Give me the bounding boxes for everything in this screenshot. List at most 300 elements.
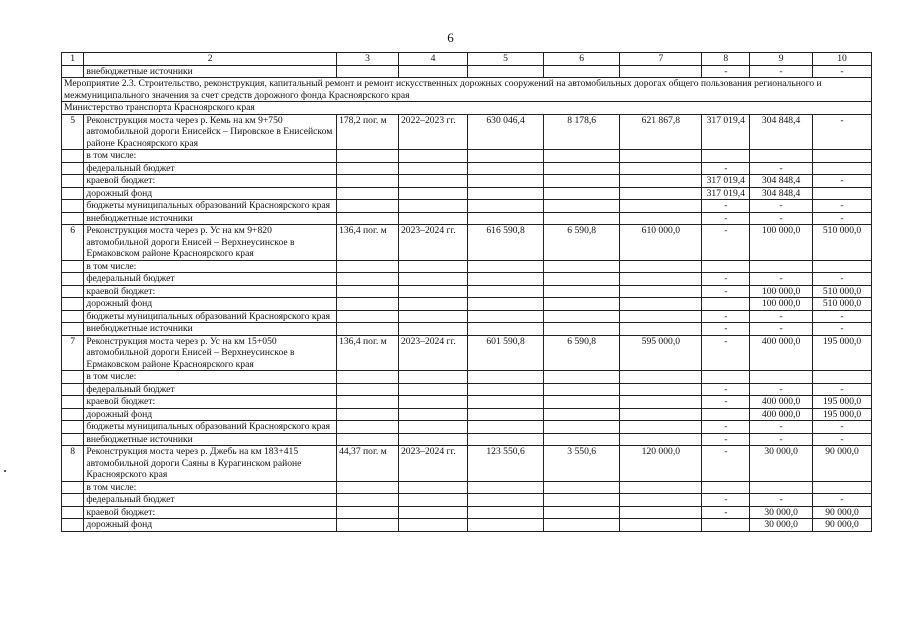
- header-cell: 5: [467, 53, 543, 66]
- cell: [544, 433, 620, 446]
- cell: [620, 519, 702, 532]
- project-period: 2022–2023 гг.: [398, 114, 467, 150]
- cell: [398, 371, 467, 384]
- cell-value: -: [750, 494, 813, 507]
- header-cell: 9: [750, 53, 813, 66]
- cell: [620, 494, 702, 507]
- row-label: внебюджетные источники: [84, 65, 337, 78]
- cell-value: 317 019,4: [702, 114, 750, 150]
- cell-value: [813, 150, 872, 163]
- cell-value: -: [813, 310, 872, 323]
- cell-value: 616 590,8: [467, 225, 543, 261]
- cell-value: -: [702, 285, 750, 298]
- cell-value: -: [702, 212, 750, 225]
- cell: [467, 150, 543, 163]
- header-cell: 2: [84, 53, 337, 66]
- cell: [337, 298, 399, 311]
- cell: [398, 408, 467, 421]
- cell-value: [813, 371, 872, 384]
- cell-value: -: [702, 494, 750, 507]
- cell-value: 3 550,6: [544, 446, 620, 482]
- funding-row: [62, 371, 872, 384]
- cell: [620, 175, 702, 188]
- cell: [337, 150, 399, 163]
- cell-value: -: [813, 421, 872, 434]
- cell: [62, 212, 84, 225]
- funding-row: [62, 494, 872, 507]
- cell: [398, 519, 467, 532]
- header-row: [62, 53, 872, 66]
- cell: [620, 200, 702, 213]
- cell-value: -: [750, 273, 813, 286]
- cell: [337, 212, 399, 225]
- cell-value: -: [702, 421, 750, 434]
- cell: [337, 481, 399, 494]
- cell: [62, 187, 84, 200]
- cell: [620, 310, 702, 323]
- cell-value: 100 000,0: [750, 298, 813, 311]
- cell: [467, 285, 543, 298]
- funding-row: [62, 396, 872, 409]
- budget-table: [61, 52, 872, 532]
- cell: [620, 273, 702, 286]
- cell: [62, 150, 84, 163]
- funding-row: [62, 162, 872, 175]
- funding-label: краевой бюджет:: [84, 175, 337, 188]
- header-cell: 7: [620, 53, 702, 66]
- page-number: 6: [447, 30, 454, 45]
- cell-value: 510 000,0: [813, 225, 872, 261]
- cell-value: 6 590,8: [544, 335, 620, 371]
- cell: [62, 494, 84, 507]
- cell: [467, 310, 543, 323]
- cell: [467, 371, 543, 384]
- cell: [337, 396, 399, 409]
- cell-value: [702, 481, 750, 494]
- ministry-row: [62, 102, 872, 115]
- cell: [62, 481, 84, 494]
- cell-value: 30 000,0: [750, 506, 813, 519]
- funding-row: [62, 421, 872, 434]
- cell: [467, 408, 543, 421]
- funding-label: бюджеты муниципальных образований Красноярского края: [84, 421, 337, 434]
- cell: [544, 200, 620, 213]
- cell-value: -: [813, 273, 872, 286]
- cell-value: 90 000,0: [813, 519, 872, 532]
- cell: [620, 65, 702, 78]
- cell-value: -: [702, 162, 750, 175]
- header-cell: 10: [813, 53, 872, 66]
- funding-label: краевой бюджет:: [84, 285, 337, 298]
- cell: [620, 323, 702, 336]
- cell-value: -: [702, 200, 750, 213]
- project-name: Реконструкция моста через р. Ус на км 15+050 автомобильной дороги Енисей – Верхнеусинское в Ермаковском районе Красноярского края: [84, 335, 337, 371]
- cell: [620, 212, 702, 225]
- cell: [544, 175, 620, 188]
- funding-row: [62, 433, 872, 446]
- cell: [544, 408, 620, 421]
- cell-value: -: [750, 421, 813, 434]
- funding-row: [62, 506, 872, 519]
- cell-value: 630 046,4: [467, 114, 543, 150]
- cell: [62, 506, 84, 519]
- cell: [467, 519, 543, 532]
- project-number: 8: [62, 446, 84, 482]
- cell: [337, 519, 399, 532]
- cell: [398, 433, 467, 446]
- cell: [398, 175, 467, 188]
- cell-value: -: [750, 323, 813, 336]
- cell: [337, 175, 399, 188]
- project-number: 5: [62, 114, 84, 150]
- funding-label: в том числе:: [84, 371, 337, 384]
- cell: [337, 200, 399, 213]
- funding-row: [62, 323, 872, 336]
- cell: [544, 421, 620, 434]
- cell: [62, 260, 84, 273]
- cell: [337, 310, 399, 323]
- cell: [467, 323, 543, 336]
- cell: [398, 310, 467, 323]
- cell: [467, 383, 543, 396]
- cell: [398, 273, 467, 286]
- cell-value: 90 000,0: [813, 506, 872, 519]
- cell-value: [750, 150, 813, 163]
- cell-value: -: [702, 65, 750, 78]
- funding-label: бюджеты муниципальных образований Красноярского края: [84, 310, 337, 323]
- cell-value: -: [702, 310, 750, 323]
- cell-value: 621 867,8: [620, 114, 702, 150]
- cell-value: 195 000,0: [813, 396, 872, 409]
- funding-label: дорожный фонд: [84, 298, 337, 311]
- cell-value: -: [813, 175, 872, 188]
- cell: [620, 162, 702, 175]
- cell-value: [702, 298, 750, 311]
- cell-value: -: [702, 396, 750, 409]
- cell: [398, 65, 467, 78]
- cell-value: -: [813, 383, 872, 396]
- funding-row: [62, 481, 872, 494]
- header-cell: 8: [702, 53, 750, 66]
- cell: [62, 200, 84, 213]
- cell-value: -: [750, 212, 813, 225]
- cell: [467, 200, 543, 213]
- funding-row: [62, 310, 872, 323]
- scan-mark: [4, 470, 6, 472]
- cell: [544, 481, 620, 494]
- cell: [544, 506, 620, 519]
- cell-value: -: [702, 323, 750, 336]
- funding-label: федеральный бюджет: [84, 383, 337, 396]
- header-cell: 3: [337, 53, 399, 66]
- funding-row: [62, 298, 872, 311]
- cell: [337, 383, 399, 396]
- cell-value: [702, 408, 750, 421]
- cell: [62, 298, 84, 311]
- funding-label: федеральный бюджет: [84, 494, 337, 507]
- funding-row: [62, 212, 872, 225]
- funding-label: внебюджетные источники: [84, 323, 337, 336]
- section-title: Мероприятие 2.3. Строительство, реконструкция, капитальный ремонт и ремонт искусственных дорожных сооружений на автомобильных дорогах общего пользования регионального и межмуниципального значения за счет средств дорожного фонда Красноярского края: [62, 78, 872, 102]
- cell-value: [702, 519, 750, 532]
- funding-label: федеральный бюджет: [84, 162, 337, 175]
- project-length: 136,4 пог. м: [337, 225, 399, 261]
- cell-value: -: [750, 162, 813, 175]
- cell-value: -: [702, 225, 750, 261]
- cell: [544, 150, 620, 163]
- cell: [398, 383, 467, 396]
- cell: [398, 212, 467, 225]
- cell: [337, 408, 399, 421]
- cell-value: -: [750, 383, 813, 396]
- cell: [62, 285, 84, 298]
- cell-value: 400 000,0: [750, 396, 813, 409]
- cell: [337, 285, 399, 298]
- cell-value: -: [702, 383, 750, 396]
- cell-value: 6 590,8: [544, 225, 620, 261]
- cell: [467, 506, 543, 519]
- project-row: [62, 335, 872, 371]
- cell-value: -: [750, 310, 813, 323]
- project-length: 136,4 пог. м: [337, 335, 399, 371]
- cell: [62, 162, 84, 175]
- cell: [398, 285, 467, 298]
- cell: [337, 506, 399, 519]
- cell-value: [813, 162, 872, 175]
- cell-value: 610 000,0: [620, 225, 702, 261]
- cell: [467, 396, 543, 409]
- funding-label: федеральный бюджет: [84, 273, 337, 286]
- cell-value: -: [813, 114, 872, 150]
- project-length: 178,2 пог. м: [337, 114, 399, 150]
- funding-label: дорожный фонд: [84, 519, 337, 532]
- cell: [467, 187, 543, 200]
- cell: [620, 371, 702, 384]
- cell: [62, 396, 84, 409]
- cell-value: 8 178,6: [544, 114, 620, 150]
- funding-row: [62, 285, 872, 298]
- cell: [544, 519, 620, 532]
- cell: [337, 65, 399, 78]
- cell-value: 510 000,0: [813, 298, 872, 311]
- cell-value: 595 000,0: [620, 335, 702, 371]
- cell: [62, 383, 84, 396]
- cell: [62, 323, 84, 336]
- cell-value: 317 019,4: [702, 175, 750, 188]
- cell: [62, 175, 84, 188]
- cell: [398, 396, 467, 409]
- funding-label: внебюджетные источники: [84, 212, 337, 225]
- header-cell: 1: [62, 53, 84, 66]
- project-number: 6: [62, 225, 84, 261]
- cell: [467, 175, 543, 188]
- cell: [544, 212, 620, 225]
- funding-row: [62, 519, 872, 532]
- cell: [398, 506, 467, 519]
- cell-value: -: [702, 433, 750, 446]
- ministry-name: Министерство транспорта Красноярского края: [62, 102, 872, 115]
- cell-value: 317 019,4: [702, 187, 750, 200]
- project-name: Реконструкция моста через р. Ус на км 9+820 автомобильной дороги Енисей – Верхнеусинское в Ермаковском районе Красноярского края: [84, 225, 337, 261]
- cell-value: -: [702, 446, 750, 482]
- cell-value: [813, 481, 872, 494]
- cell: [398, 162, 467, 175]
- cell: [544, 323, 620, 336]
- cell-value: 90 000,0: [813, 446, 872, 482]
- funding-row: [62, 260, 872, 273]
- cell-value: [750, 371, 813, 384]
- cell-value: -: [813, 65, 872, 78]
- cell: [62, 310, 84, 323]
- cell: [62, 408, 84, 421]
- cell-value: 120 000,0: [620, 446, 702, 482]
- cell-value: [702, 260, 750, 273]
- cell-value: -: [702, 335, 750, 371]
- cell: [544, 273, 620, 286]
- project-row: [62, 225, 872, 261]
- cell: [337, 433, 399, 446]
- cell: [620, 408, 702, 421]
- cell: [544, 310, 620, 323]
- cell-value: [750, 260, 813, 273]
- cell-value: [750, 481, 813, 494]
- cell: [62, 273, 84, 286]
- cell: [620, 285, 702, 298]
- cell: [544, 298, 620, 311]
- project-row: [62, 446, 872, 482]
- cell-value: -: [750, 200, 813, 213]
- cell-value: 304 848,4: [750, 175, 813, 188]
- cell-value: 195 000,0: [813, 408, 872, 421]
- cell: [620, 433, 702, 446]
- project-row: [62, 114, 872, 150]
- funding-label: в том числе:: [84, 150, 337, 163]
- cell-value: -: [813, 494, 872, 507]
- cell: [337, 494, 399, 507]
- project-period: 2023–2024 гг.: [398, 335, 467, 371]
- cell: [544, 162, 620, 175]
- cell-value: -: [813, 200, 872, 213]
- table-row: [62, 65, 872, 78]
- funding-row: [62, 408, 872, 421]
- funding-row: [62, 383, 872, 396]
- cell: [620, 383, 702, 396]
- cell: [337, 323, 399, 336]
- cell: [620, 187, 702, 200]
- cell-value: -: [750, 65, 813, 78]
- cell: [337, 273, 399, 286]
- project-name: Реконструкция моста через р. Джебь на км 183+415 автомобильной дороги Саяны в Курагинском районе Красноярского края: [84, 446, 337, 482]
- cell-value: 601 590,8: [467, 335, 543, 371]
- funding-row: [62, 200, 872, 213]
- cell-value: 100 000,0: [750, 285, 813, 298]
- cell: [544, 285, 620, 298]
- cell-value: [702, 150, 750, 163]
- cell-value: -: [702, 506, 750, 519]
- project-length: 44,37 пог. м: [337, 446, 399, 482]
- cell: [398, 494, 467, 507]
- cell-value: 304 848,4: [750, 187, 813, 200]
- cell: [467, 273, 543, 286]
- project-name: Реконструкция моста через р. Кемь на км 9+750 автомобильной дороги Енисейск – Пировское в Енисейском районе Красноярского края: [84, 114, 337, 150]
- cell: [467, 162, 543, 175]
- funding-label: бюджеты муниципальных образований Красноярского края: [84, 200, 337, 213]
- cell-value: 100 000,0: [750, 225, 813, 261]
- cell: [337, 187, 399, 200]
- cell: [467, 65, 543, 78]
- project-period: 2023–2024 гг.: [398, 225, 467, 261]
- cell: [62, 371, 84, 384]
- cell: [467, 260, 543, 273]
- cell: [544, 494, 620, 507]
- cell: [337, 421, 399, 434]
- cell: [544, 187, 620, 200]
- cell-value: 400 000,0: [750, 408, 813, 421]
- cell-value: [702, 371, 750, 384]
- funding-row: [62, 150, 872, 163]
- project-period: 2023–2024 гг.: [398, 446, 467, 482]
- cell: [337, 371, 399, 384]
- cell-value: -: [813, 433, 872, 446]
- cell: [544, 383, 620, 396]
- cell: [544, 396, 620, 409]
- cell-value: 30 000,0: [750, 446, 813, 482]
- cell: [398, 421, 467, 434]
- cell: [398, 260, 467, 273]
- cell: [544, 371, 620, 384]
- project-number: 7: [62, 335, 84, 371]
- header-cell: 4: [398, 53, 467, 66]
- funding-label: в том числе:: [84, 260, 337, 273]
- funding-row: [62, 187, 872, 200]
- funding-label: внебюджетные источники: [84, 433, 337, 446]
- cell: [620, 421, 702, 434]
- cell-value: -: [702, 273, 750, 286]
- cell: [467, 494, 543, 507]
- cell: [620, 298, 702, 311]
- funding-label: краевой бюджет:: [84, 506, 337, 519]
- cell-value: 195 000,0: [813, 335, 872, 371]
- funding-label: в том числе:: [84, 481, 337, 494]
- cell-value: 304 848,4: [750, 114, 813, 150]
- cell: [337, 260, 399, 273]
- cell: [62, 421, 84, 434]
- cell: [467, 433, 543, 446]
- cell-value: 400 000,0: [750, 335, 813, 371]
- cell: [620, 150, 702, 163]
- cell: [62, 519, 84, 532]
- cell: [467, 212, 543, 225]
- cell: [398, 150, 467, 163]
- cell-value: -: [813, 323, 872, 336]
- cell: [398, 298, 467, 311]
- cell-value: [813, 187, 872, 200]
- cell: [620, 260, 702, 273]
- cell-value: 123 550,6: [467, 446, 543, 482]
- funding-row: [62, 175, 872, 188]
- funding-label: краевой бюджет:: [84, 396, 337, 409]
- cell: [467, 421, 543, 434]
- cell-value: -: [750, 433, 813, 446]
- funding-label: дорожный фонд: [84, 187, 337, 200]
- cell-value: 510 000,0: [813, 285, 872, 298]
- cell: [467, 481, 543, 494]
- cell-value: [813, 260, 872, 273]
- cell: [544, 260, 620, 273]
- cell: [398, 323, 467, 336]
- cell: [544, 65, 620, 78]
- funding-label: дорожный фонд: [84, 408, 337, 421]
